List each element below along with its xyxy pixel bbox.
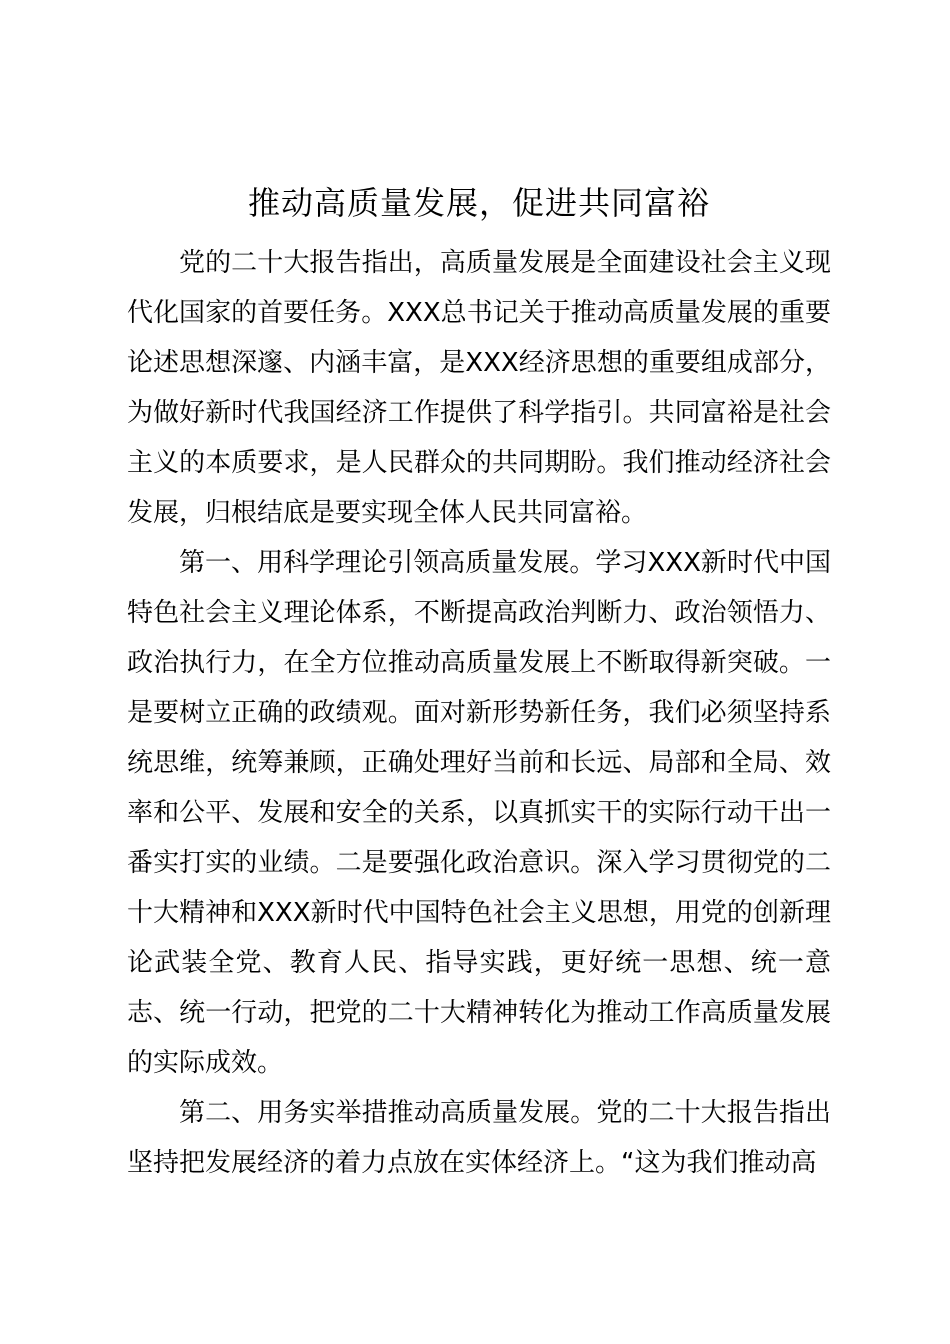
paragraph-second: 第二、用务实举措推动高质量发展。党的二十大报告指出坚持把发展经济的着力点放在实体经济上。“这为我们推动高 [127, 1098, 831, 1178]
paragraph-first: 第一、用科学理论引领高质量发展。学习XXX新时代中国特色社会主义理论体系，不断提高政治判断力、政治领悟力、政治执行力，在全方位推动高质量发展上不断取得新突破。一是要树立正确的政绩观。面对新形势新任务，我们必须坚持系统思维，统筹兼顾，正确处理好当前和长远、局部和全局、效率和公平、发展和安全的关系，以真抓实干的实际行动干出一番实打实的业绩。二是要强化政治意识。深入学习贯彻党的二十大精神和XXX新时代中国特色社会主义思想，用党的创新理论武装全党、教育人民、指导实践，更好统一思想、统一意志、统一行动，把党的二十大精神转化为推动工作高质量发展的实际成效。 [127, 548, 831, 1078]
document-title: 推动高质量发展，促进共同富裕 [247, 184, 710, 222]
paragraph-intro: 党的二十大报告指出，高质量发展是全面建设社会主义现代化国家的首要任务。XXX总书记关于推动高质量发展的重要论述思想深邃、内涵丰富，是XXX经济思想的重要组成部分，为做好新时代我国经济工作提供了科学指引。共同富裕是社会主义的本质要求，是人民群众的共同期盼。我们推动经济社会发展，归根结底是要实现全体人民共同富裕。 [127, 248, 831, 528]
document-body [127, 180, 831, 1188]
